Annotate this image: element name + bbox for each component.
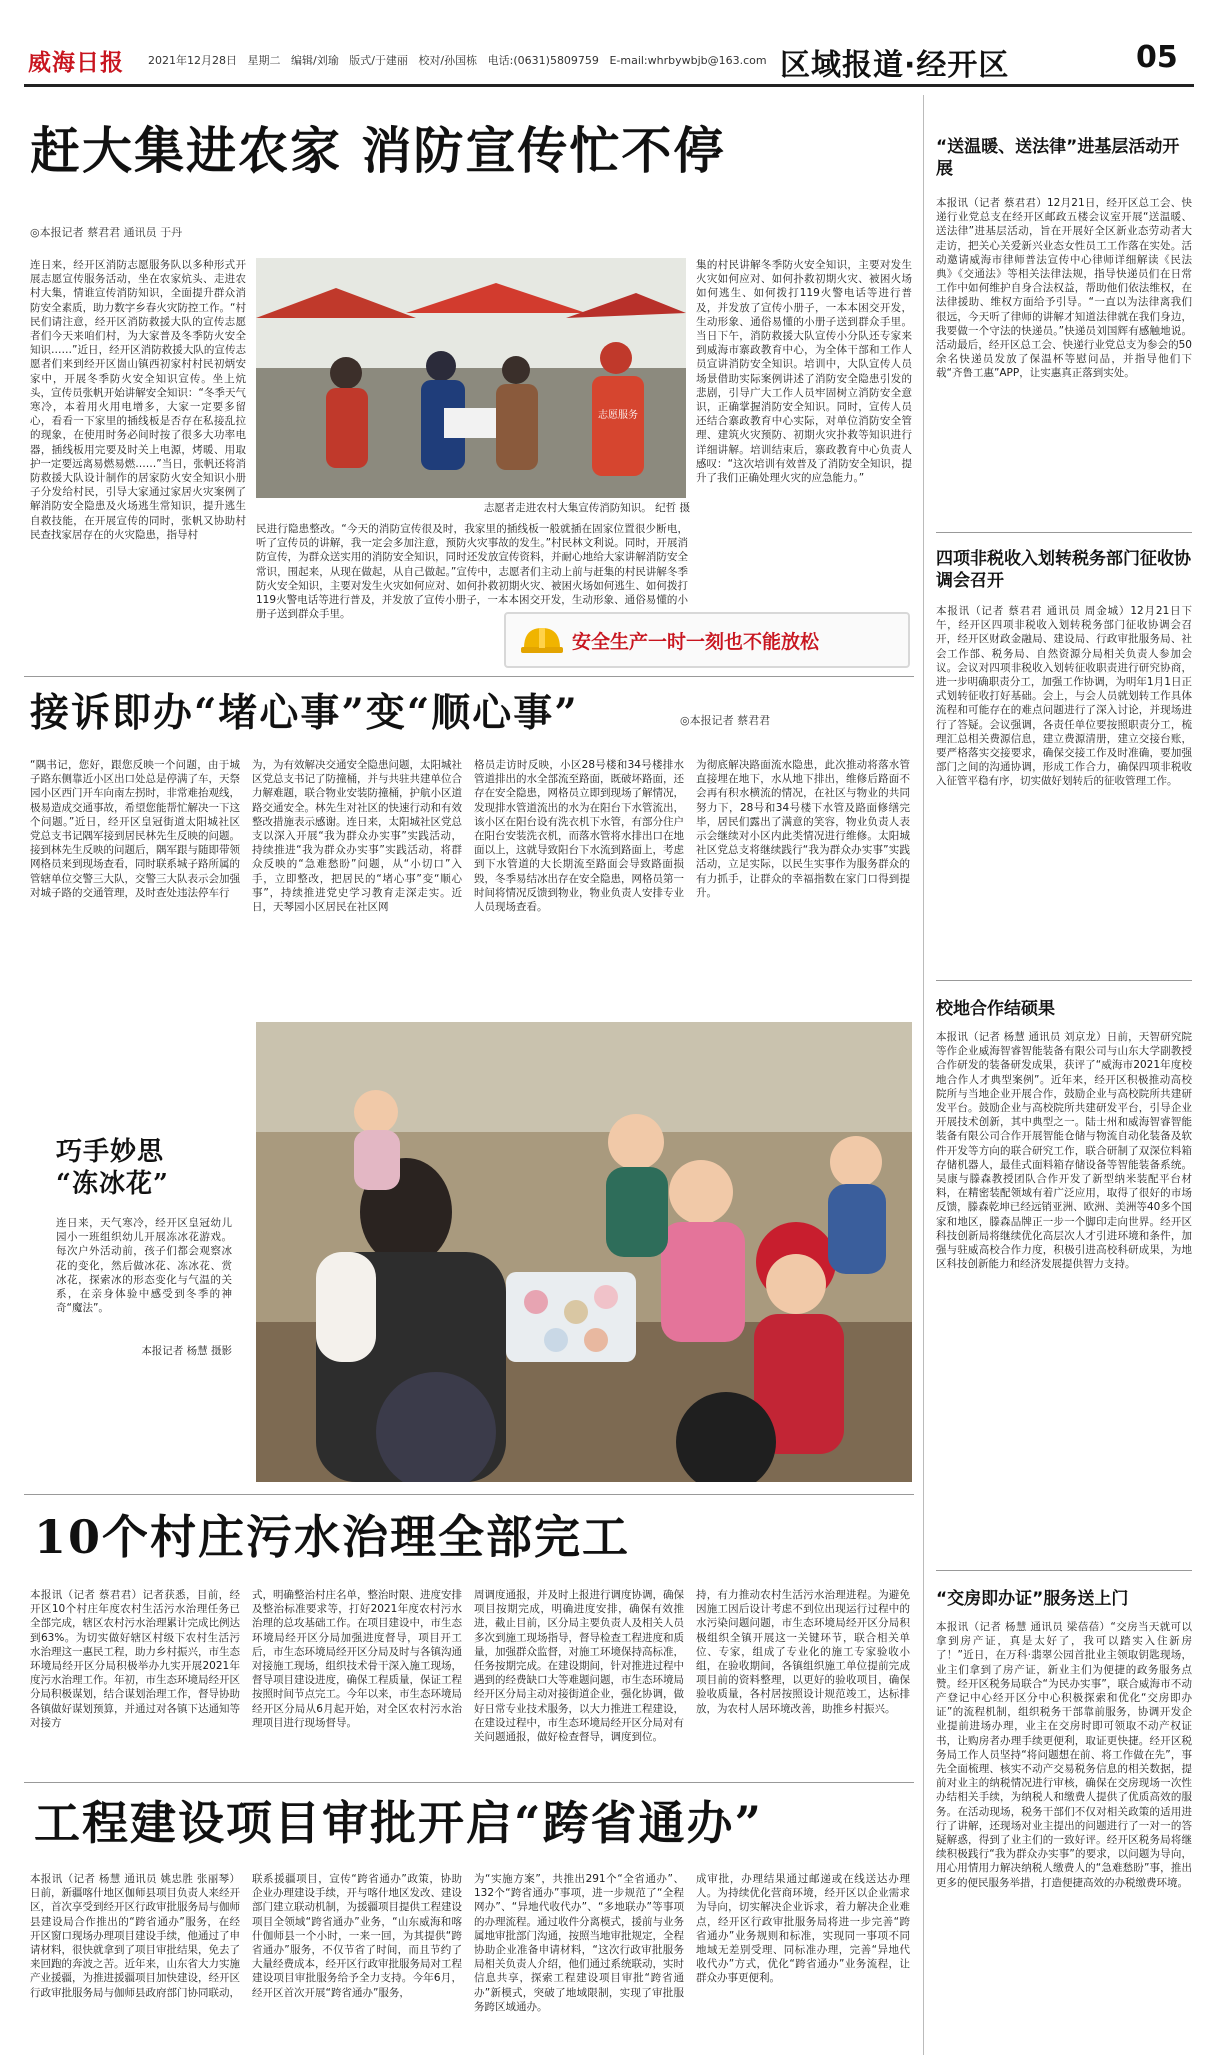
- editor-credit: 编辑/刘瑜: [291, 54, 339, 67]
- article4-col2: [252, 1588, 462, 1768]
- section-rule: [24, 676, 914, 677]
- article1-col3: [696, 258, 912, 588]
- article5-col1: [30, 1872, 240, 2050]
- article3-title-line1: 巧手妙思: [56, 1137, 165, 1167]
- article3-text-block: [56, 1216, 232, 1336]
- fire-safety-market-photo: [256, 258, 686, 498]
- article2-col3: [474, 758, 684, 1010]
- children-ice-flower-photo: [256, 1022, 912, 1482]
- masthead: [0, 0, 1217, 86]
- article4-col3-text: 周调度通报，并及时上报进行调度协调，确保项目按期完成，明确进度安排，确保有效推进，截止目前，区分局主要负责人及相关人员多次到施工现场指导，督导检查工程进度和质量，加强群众监督，对施工环境保持高标准，任务按期完成。在建设期间，针对推进过程中遇到的经费缺口大等难题问题，市生态环境局经开区分局主动对接街道企业，强化协调，做好日常专业技术服务，以大力推进工程建设，在建设过程中，市生态环境局经开区分局对有关问题通报，做好检查督导，调度到位。: [474, 1589, 684, 1744]
- phone-number: 电话:(0631)5809759: [487, 54, 599, 67]
- article2-col4: [696, 758, 910, 1010]
- section-title: 区域报道·经开区: [780, 48, 1010, 83]
- newspaper-logo: 威海日报: [28, 49, 124, 76]
- article4-col1: [30, 1588, 240, 1768]
- sidebar-story1-title: “送温暖、送法律”进基层活动开展: [936, 137, 1180, 179]
- article3-credit: 本报记者 杨慧 摄影: [141, 1345, 232, 1357]
- article5-col3-text: 为“实施方案”，共推出291个“全省通办”、132个“跨省通办”事项，进一步规范了“全程网办”、“异地代收代办”、“多地联办”等事项的办理流程。通过收件分离模式，援前与业务属地审批部门沟通，按照当地审批规定，全程协助企业准备申请材料，“这次行政审批服务局相关负责人介绍，他们通过系统联动，实时信息共享，探索工程建设项目审批“跨省通办”新模式，突破了地域限制，实现了审批服务跨区域通办。: [474, 1873, 684, 2013]
- article4-col3: [474, 1588, 684, 1768]
- article2-col1: [30, 758, 240, 1010]
- article2-col2-text: 为，为有效解决交通安全隐患问题，太阳城社区党总支书记了防撞桶，并与共驻共建单位合力解难题，联合物业安装防撞桶，护航小区道路交通安全。林先生对社区的快速行动和有效整改措施表示感谢。连日来，太阳城社区党总支以深入开展“我为群众办实事”实践活动，持续推进“我为群众办实事”实践活动，将群众反映的“急难愁盼”问题，从“小切口”入手，立即整改，把居民的“堵心事”变“顺心事”，持续推进党史学习教育走深走实。近日，天琴园小区居民在社区网: [252, 759, 462, 914]
- article1-col1: [30, 258, 246, 664]
- sidebar-story3-title: 校地合作结硕果: [936, 999, 1055, 1019]
- article1-photo-caption: 志愿者走进农村大集宣传消防知识。 纪哲 摄: [483, 502, 690, 514]
- sidebar-story4-title: “交房即办证”服务送上门: [936, 1589, 1129, 1609]
- sidebar-rule-1: [936, 532, 1192, 533]
- article4-col4-text: 持，有力推动农村生活污水治理进程。为避免因施工因后设计考虑不到位出现运行过程中的水污染问题问题，市生态环境局经开区分局积极组织全镇开展这一关键环节，联合相关单位、专家，组成了专业化的施工专家验收小组，在验收期间，各镇组织施工单位提前完成项目前的资料整理，以更好的验收项目，确保验收质量，各村居按照设计规范竣工，达标排放，为农村人居环境改善，助推乡村振兴。: [696, 1589, 910, 1715]
- svg-text:志愿服务: 志愿服务: [598, 410, 638, 421]
- section-rule-2: [24, 1494, 914, 1495]
- masthead-rule: [24, 84, 1194, 87]
- article2-col2: [252, 758, 462, 1010]
- article2-col1-text: “隅书记，您好，跟您反映一个问题，由于城子路东侧靠近小区出口处总是停满了车，天祭园小区西门开车向南左拐时，非常难抬观线，极易造成交通事故，希望您能帮忙解决一下这个问题。”近日，经开区皇冠街道太阳城社区党总支书记隅军接到居民林先生反映的问题。接到林先生反映的问题后，隅军跟与随即带领网格员来到现场查看，同时联系城子路所属的管辖单位交警三大队，交警三大队表示会加强对城子路的交通管理，及时查处违法停车行: [30, 759, 240, 899]
- sidebar-story4-text: 本报讯（记者 杨慧 通讯员 梁蓓蓓）“交房当天就可以拿到房产证，真是太好了，我可以踏实入住新房了！”近日，在万科·翡翠公园首批业主领取钥匙现场，业主们拿到了房产证，新业主们为便捷的政务服务点赞。经开区税务局联合“为民办实事”，联合威海市不动产登记中心经开区分中心积极探索和优化“交房即办证”的流程机制，组织税务干部靠前服务，协调开发企业提前进场办理，业主在交房时即可领取不动产权证书，让购房者办理手续更便利，取证更快捷。经开区税务局工作人员坚持“将问题想在前、将工作做在先”，事先全面梳理、核实不动产交易税务信息的相关数据，提前对业主的纳税情况进行审核，确保在交房现场一次性办结相关手续，为纳税人和缴费人提供了优质高效的服务。在活动现场，税务干部们不仅对相关政策的适用进行了讲解，还现场对业主提出的问题进行了一对一的答疑解惑，得到了业主们的一致好评。经开区税务局将继续积极践行“我为群众办实事”的要求，以问题为导向，用心用情用力解决纳税人缴费人的“急难愁盼”事，推出更多的便民服务举措，打造便捷高效的办税缴费环境。: [936, 1621, 1192, 1889]
- column-rule: [923, 95, 924, 2055]
- issue-weekday: 星期二: [247, 54, 281, 67]
- article1-headline: 赶大集进农家 消防宣传忙不停: [30, 121, 726, 180]
- article5-col4-text: 成审批，办理结果通过邮递或在线送达办理人。为持续优化营商环境，经开区以企业需求为导向，切实解决企业诉求，着力解决企业难点，经开区行政审批服务局将进一步完善“跨省通办”业务规则和标准，实现同一事项不同地域无差别受理、同标准办理，完善“异地代收代办”方式，优化“跨省通办”业务流程，让群众办事更便利。: [696, 1873, 910, 1985]
- sidebar-story1-text: 本报讯（记者 蔡君君）12月21日，经开区总工会、快递行业党总支在经开区邮政五楼会议室开展“送温暖、送法律”进基层活动，旨在开展好全区新业态劳动者大走访，把关心关爱新兴业态女性员工工作落在实处。活动邀请威海市律师普法宣传中心律师详细解读《民法典》《交通法》等相关法律法规，指导快递员们在日常工作中如何维护自身合法权益，帮助他们依法维权，在法律援助、维权方面给予引导。“一直以为法律离我们很远，今天听了律师的讲解才知道法律就在我们身边，我要做一个守法的快递员。”快递员刘国辉有感触地说。活动最后，经开区总工会、快递行业党总支为参会的50余名快递员发放了保温杯等慰问品，并指导他们下载“齐鲁工惠”APP，让实惠真正落到实处。: [936, 197, 1192, 380]
- proof-credit: 校对/孙国栋: [418, 54, 478, 67]
- article1-col2-text: 民进行隐患整改。“今天的消防宣传很及时，我家里的插线板一般就插在固家位置很少断电，听了宣传员的讲解，我一定会多加注意，预防火灾事故的发生。”村民林文利说。同时，开展消防宣传，为群众送实用的消防安全知识，同时还发放宣传资料，并耐心地给大家讲解消防安全常识，围起来，从现在做起，从自己做起。”宣传中，志愿者们主动上前与赶集的村民讲解冬季防火安全知识，主要对发生火灾如何应对、如何扑救初期火灾、被困火场如何逃生、如何拨打119火警电话等进行普及，并发放了宣传小册子，一本本困交开发，生动形象、通俗易懂的小册子送到群众手里。: [256, 523, 688, 621]
- article2-col4-text: 为彻底解决路面流水隐患，此次推动将落水管直接埋在地下，水从地下排出，维修后路面不会再有积水横流的情况，在社区与物业的共同努力下，28号和34号楼下水管及路面修缮完毕，居民们露出了满意的笑容，物业负责人表示会继续对小区内此类情况进行维修。太阳城社区党总支将继续践行“我为群众办实事”实践活动，立足实际，以民生实事作为服务群众的有力抓手，让群众的幸福指数在家门口得到提升。: [696, 759, 910, 899]
- sidebar-rule-3: [936, 1570, 1192, 1571]
- article5-col3: [474, 1872, 684, 2050]
- sidebar-story3-text: 本报讯（记者 杨慧 通讯员 刘京龙）日前，天智研究院等作企业威海智睿智能装备有限公司与山东大学副教授合作研发的装备研发成果，获评了“威海市2021年度校地合作人才典型案例”。近年来，经开区积极推动高校院所与当地企业开展合作，鼓励企业与高校院所共建研发平台。鼓励企业与高校院所共建研发平台，引导企业开展技术创新，其中典型之一。陆士州和威海智睿智能装备有限公司合作开展智能仓储与物流自动化装备及软件开发等方向的联合研究工作，联合研制了双深位料箱存储机器人，最佳式面料箱存储设备等智能装备系统。吴康与滕森教授团队合作开发了新型纳米装配平台材料，在精密装配领域有着广泛应用，取得了很好的市场反馈，滕森乾坤已经远销亚洲、欧洲、美洲等40多个国家和地区，滕森品牌正一步一个脚印走向世界。经开区科技创新局将继续优化高层次人才引进环境和条件，加强与驻威高校合作力度，积极引进高校科研成果，为地区科技创新能力和经济发展提供智力支持。: [936, 1031, 1192, 1271]
- article5-col2: [252, 1872, 462, 2050]
- sidebar-story2-body: [936, 604, 1192, 966]
- article3-title-line2: “冻冰花”: [56, 1169, 169, 1199]
- article5-col1-text: 本报讯（记者 杨慧 通讯员 姚忠胜 张丽琴）日前，新疆喀什地区伽师县项目负责人来经开区，首次享受到经开区行政审批服务局与伽师县建设局合作推出的“跨省通办”服务，在经开区窗口现场办理项目建设手续，他通过了申请材料，很快就拿到了项目审批结果，免去了来回跑的奔波之苦。近年来，山东省大力实施产业援疆，为推进援疆项目加快建设，经开区行政审批服务局与伽师县政府部门协同联动，: [30, 1873, 240, 1999]
- article1-col3-text: 集的村民讲解冬季防火安全知识，主要对发生火灾如何应对、如何扑救初期火灾、被困火场如何逃生、如何拨打119火警电话等进行普及，并发放了宣传小册子，一本本困交开发，生动形象、通俗易懂的小册子送到群众手里。当日下午，消防救援大队宣传小分队还专家来到威海市寨政教育中心，为全体干部和工作人员宣讲消防安全知识。培训中，大队宣传人员场景借助实际案例讲述了消防安全隐患引发的悲剧，引导广大工作人员牢固树立消防安全意识，正确掌握消防安全知识。同时，宣传人员还结合寨政教育中心实际，对单位消防安全管理、建筑火灾预防、初期火灾扑救等知识进行详细讲解。培训结束后，寨政教育中心负责人感叹：“这次培训有效普及了消防安全知识，提升了我们正确处理火灾的应急能力。”: [696, 259, 912, 485]
- sidebar-story2-title: 四项非税收入划转税务部门征收协调会召开: [936, 549, 1191, 591]
- article3-title: [56, 1136, 236, 1200]
- masthead-info: [148, 52, 767, 68]
- sidebar-story3-body: [936, 1030, 1192, 1544]
- layout-credit: 版式/于建丽: [349, 54, 408, 67]
- safety-slogan: 安全生产一时一刻也不能放松: [572, 631, 820, 653]
- sidebar-story2-text: 本报讯（记者 蔡君君 通讯员 周金城）12月21日下午，经开区四项非税收入划转税务部门征收协调会召开，经开区财政金融局、建设局、行政审批服务局、社会工作部、税务局、自然资源分局相关负责人参加会议。会议对四项非税收入划转征收职责进行研究协商，进一步明确职责分工，加强工作协调，为明年1月1日正式划转征收打好基础。会上，与会人员就划转工作具体流程和可能存在的难点问题进行了深入讨论，并现场进行了答疑。会议强调，各责任单位要按照职责分工，梳理汇总相关费源信息，建立费源清册，建立交接台账，要严格落实交接要求，确保交接工作及时准确，要加强部门之间的沟通协调，形成工作合力，确保四项非税收入征管平稳有序，切实做好划转后的征收管理工作。: [936, 605, 1192, 788]
- section-rule-3: [24, 1782, 914, 1783]
- sidebar-story1-body: [936, 196, 1192, 508]
- article2-col3-text: 格员走访时反映，小区28号楼和34号楼排水管道排出的水全部流至路面，既破坏路面，还存在安全隐患，网格员立即到现场了解情况，发现排水管道流出的水为在阳台下水管流出，该小区在阳台设有洗衣机下水管，有部分住户在阳台安装洗衣机，而落水管将水排出口在地面以上，这就导致阳台下水流到路面上，考虑到下水管道的大长期流至路面会导致路面损毁，冬季易结冰出存在安全隐患，网格员第一时间将情况反馈到物业，物业负责人安排专业人员现场查看。: [474, 759, 684, 914]
- article4-col4: [696, 1588, 910, 1768]
- article4-col1-text: 本报讯（记者 蔡君君）记者获悉，目前，经开区10个村庄年度农村生活污水治理任务已全部完成，辖区农村污水治理累计完成比例达到63%。为切实做好辖区村级下农村生活污水治理这一惠民工程，助力乡村振兴，市生态环境局经开区分局积极举办九实开展2021年度污水治理工作。年初，市生态环境局经开区分局积极谋划，结合谋划治理工作，督导协助各镇做好谋划预算，并通过对各镇下达通知等对接方: [30, 1589, 240, 1729]
- email-address: E-mail:whrbywbjb@163.com: [609, 54, 767, 67]
- article2-byline: ◎本报记者 蔡君君: [680, 714, 771, 727]
- article4-headline: 10个村庄污水治理全部完工: [34, 1510, 631, 1564]
- article4-col2-text: 式，明确整治村庄名单，整治时限、进度安排及整治标准要求等，打好2021年度农村污水治理的总攻基础工作。在项目建设中，市生态环境局经开区分局加强进度督导，项目开工后，市生态环境局经开区分局及时与各镇沟通对接施工现场，组织技术骨干深入施工现场，督导项目建设进度，确保工程质量，保证工程按照时间节点完工。今年以来，市生态环境局经开区分局从6月起开始，对全区农村污水治理项目进行现场督导。: [252, 1589, 462, 1729]
- article2-headline: 接诉即办“堵心事”变“顺心事”: [30, 690, 579, 736]
- article5-headline: 工程建设项目审批开启“跨省通办”: [34, 1796, 763, 1850]
- safety-slogan-box: [504, 612, 910, 668]
- article3-text: 连日来，天气寒冷，经开区皇冠幼儿园小一班组织幼儿开展冻冰花游戏。每次户外活动前，孩子们都会观察冰花的变化，然后做冰花、冻冰花、赏冰花，探索冰的形态变化与气温的关系，在亲身体验中感受到冬季的神奇“魔法”。: [56, 1217, 232, 1315]
- article5-col4: [696, 1872, 910, 2050]
- sidebar-rule-2: [936, 980, 1192, 981]
- helmet-icon: [520, 622, 564, 658]
- article1-byline: ◎本报记者 蔡君君 通讯员 于丹: [30, 226, 183, 239]
- article3-photo: [256, 1022, 912, 1482]
- article1-col1-text: 连日来，经开区消防志愿服务队以多种形式开展志愿宣传服务活动，坐在农家炕头、走进农村大集，情谁宣传消防知识，全面提升群众消防安全素质，助力数字乡春火灾防控工作。“村民们请注意，经开区消防救援大队的宣传志愿者们今天来咱们村，为大家普及冬季防火安全知识……”近日，经开区消防救援大队的宣传志愿者们来到经开区崮山镇西初家村村民初炳安家中，开展冬季防火安全知识宣传。坐上炕头，宣传员张帆开始讲解安全知识：“冬季天气寒冷，本着用火用电增多，大家一定要多留心，看看一下家里的插线板是否存在私接乱拉的现象，在使用时务必间时按了很多大功率电器，插线板用完要及时关上电源，烤暖、用取护一定要远离易燃易燃……”当日，张帆还将消防救援大队设计制作的居家防火安全知识小册子分发给村民，引导大家通过家居火灾案例了解消防安全隐患及火场逃生常知识，提升逃生自救技能，在开展宣传的同时，张帆又协助村民查找家居存在的火灾隐患，指导村: [30, 259, 246, 541]
- sidebar-story4-body: [936, 1620, 1192, 2050]
- article5-col2-text: 联系援疆项目，宣传“跨省通办”政策，协助企业办理建设手续，开与喀什地区发改、建设部门建立联动机制，为援疆项目提供工程建设项目全领域“跨省通办”业务，“山东威海和喀什伽师县一个小时，一来一回，为其提供“跨省通办”服务，不仅节省了时间，而且节约了大量经费成本，经开区行政审批服务局对工程建设项目审批服务给予全力支持。今年6月，经开区首次开展“跨省通办”服务，: [252, 1873, 462, 1999]
- page-number: 05: [1136, 40, 1178, 75]
- article1-photo: [256, 258, 686, 498]
- issue-date: 2021年12月28日: [148, 54, 237, 67]
